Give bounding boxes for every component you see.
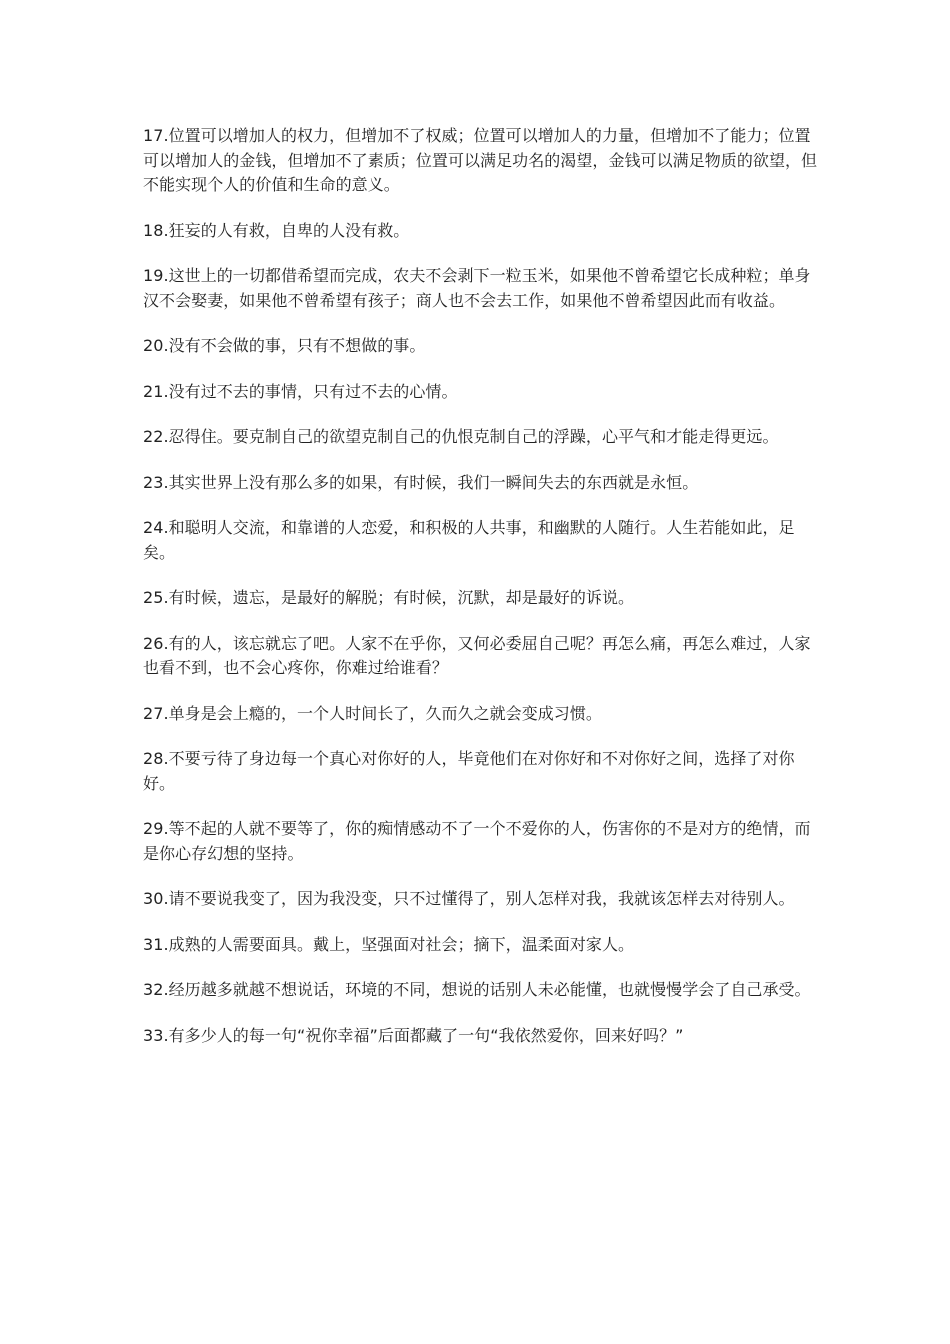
quote-20: 20.没有不会做的事，只有不想做的事。 <box>143 336 426 355</box>
quote-31: 31.成熟的人需要面具。戴上，坚强面对社会；摘下，温柔面对家人。 <box>143 934 635 954</box>
quote-32: 32.经历越多就越不想说话，环境的不同，想说的话别人未必能懂，也就慢慢学会了自己承受。 <box>143 980 811 999</box>
quote-19: 19.这世上的一切都借希望而完成，农夫不会剥下一粒玉米，如果他不曾希望它长成种粒；单身汉不会娶妻，如果他不曾希望有孩子；商人也不会去工作，如果他不曾希望因此而有收益。 <box>143 266 811 310</box>
quote-24: 24.和聪明人交流，和靠谱的人恋爱，和积极的人共事，和幽默的人随行。人生若能如此，足矣。 <box>143 518 795 562</box>
quote-26: 26.有的人，该忘就忘了吧。人家不在乎你，又何必委屈自己呢？再怎么痛，再怎么难过，人家也看不到，也不会心疼你，你难过给谁看？ <box>143 633 811 677</box>
quote-30: 30.请不要说我变了，因为我没变，只不过懂得了，别人怎样对我，我就该怎样去对待别人。 <box>143 889 795 908</box>
quote-18: 18.狂妄的人有救，自卑的人没有救。 <box>143 220 410 240</box>
quote-25: 25.有时候，遗忘，是最好的解脱；有时候，沉默，却是最好的诉说。 <box>143 588 635 607</box>
quote-23: 23.其实世界上没有那么多的如果，有时候，我们一瞬间失去的东西就是永恒。 <box>143 472 699 492</box>
quote-17: 17.位置可以增加人的权力，但增加不了权威；位置可以增加人的力量，但增加不了能力；位置可以增加人的金钱，但增加不了素质；位置可以满足功名的渴望，金钱可以满足物质的欲望，但不能实现个人的价值和生命的意义。 <box>143 126 818 194</box>
quote-21: 21.没有过不去的事情，只有过不去的心情。 <box>143 381 458 401</box>
quote-28: 28.不要亏待了身边每一个真心对你好的人，毕竟他们在对你好和不对你好之间，选择了对你好。 <box>143 749 795 793</box>
quote-list <box>143 124 818 1069</box>
quote-29: 29.等不起的人就不要等了，你的痴情感动不了一个不爱你的人，伤害你的不是对方的绝情，而是你心存幻想的坚持。 <box>143 819 811 863</box>
quote-27: 27.单身是会上瘾的，一个人时间长了，久而久之就会变成习惯。 <box>143 703 602 723</box>
quote-33: 33.有多少人的每一句“祝你幸福”后面都藏了一句“我依然爱你，回来好吗？” <box>143 1025 684 1045</box>
quote-22: 22.忍得住。要克制自己的欲望克制自己的仇恨克制自己的浮躁，心平气和才能走得更远。 <box>143 427 779 446</box>
